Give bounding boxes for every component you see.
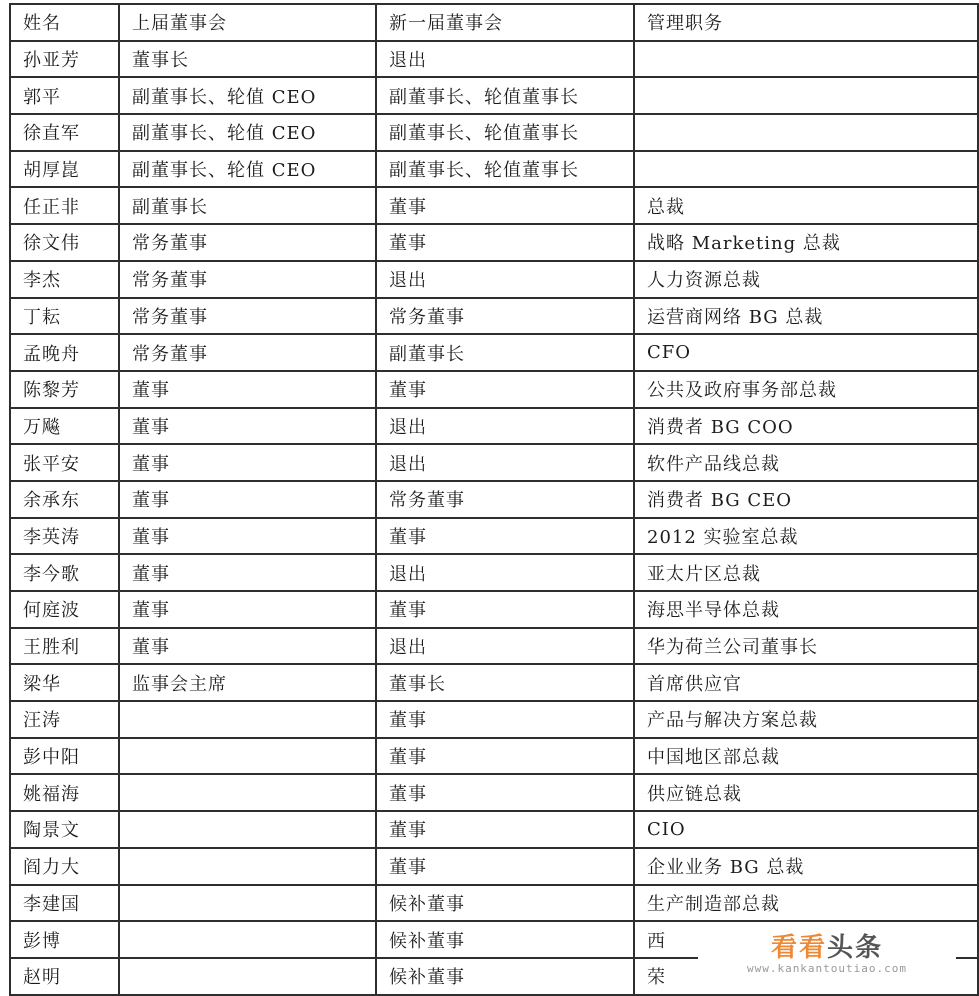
cell-role: 人力资源总裁 <box>634 261 978 298</box>
cell-role: 软件产品线总裁 <box>634 444 978 481</box>
cell-previous-board: 董事 <box>119 591 376 628</box>
cell-role: 企业业务 BG 总裁 <box>634 848 978 885</box>
cell-new-board: 退出 <box>376 444 634 481</box>
cell-role: 总裁 <box>634 187 978 224</box>
watermark <box>698 924 956 986</box>
cell-role: 中国地区部总裁 <box>634 738 978 775</box>
cell-role: 华为荷兰公司董事长 <box>634 628 978 665</box>
cell-role: 生产制造部总裁 <box>634 885 978 922</box>
cell-previous-board <box>119 774 376 811</box>
cell-new-board: 退出 <box>376 554 634 591</box>
col-header-name: 姓名 <box>10 4 119 41</box>
cell-name: 阎力大 <box>10 848 119 885</box>
cell-name: 徐文伟 <box>10 224 119 261</box>
cell-new-board: 候补董事 <box>376 885 634 922</box>
cell-new-board: 董事 <box>376 701 634 738</box>
table-row <box>10 371 978 408</box>
table-row <box>10 187 978 224</box>
cell-new-board: 董事 <box>376 738 634 775</box>
table-row <box>10 554 978 591</box>
header-row <box>10 4 978 41</box>
cell-role: 运营商网络 BG 总裁 <box>634 298 978 335</box>
cell-previous-board: 董事 <box>119 481 376 518</box>
cell-name: 彭中阳 <box>10 738 119 775</box>
cell-new-board: 退出 <box>376 408 634 445</box>
cell-previous-board <box>119 811 376 848</box>
watermark-brand-toutiao: 头条 <box>827 933 884 963</box>
cell-role: 西 <box>634 921 978 958</box>
table-row <box>10 701 978 738</box>
table-row <box>10 408 978 445</box>
cell-name: 孙亚芳 <box>10 41 119 78</box>
cell-previous-board <box>119 848 376 885</box>
table-row <box>10 224 978 261</box>
cell-previous-board <box>119 738 376 775</box>
cell-role: 供应链总裁 <box>634 774 978 811</box>
cell-new-board: 副董事长、轮值董事长 <box>376 151 634 188</box>
cell-name: 余承东 <box>10 481 119 518</box>
table-row <box>10 628 978 665</box>
table-row <box>10 664 978 701</box>
cell-new-board: 董事 <box>376 811 634 848</box>
cell-new-board: 董事 <box>376 518 634 555</box>
cell-name: 李杰 <box>10 261 119 298</box>
table-row <box>10 151 978 188</box>
cell-previous-board: 监事会主席 <box>119 664 376 701</box>
cell-name: 陈黎芳 <box>10 371 119 408</box>
cell-new-board: 董事 <box>376 187 634 224</box>
cell-role: CFO <box>634 334 978 371</box>
cell-previous-board: 常务董事 <box>119 261 376 298</box>
cell-name: 徐直军 <box>10 114 119 151</box>
table-row <box>10 298 978 335</box>
cell-role: 2012 实验室总裁 <box>634 518 978 555</box>
cell-name: 李今歌 <box>10 554 119 591</box>
cell-new-board: 董事 <box>376 591 634 628</box>
cell-name: 何庭波 <box>10 591 119 628</box>
cell-name: 任正非 <box>10 187 119 224</box>
cell-new-board: 董事 <box>376 224 634 261</box>
cell-new-board: 候补董事 <box>376 958 634 995</box>
cell-previous-board: 董事 <box>119 408 376 445</box>
cell-new-board: 副董事长 <box>376 334 634 371</box>
cell-new-board: 常务董事 <box>376 481 634 518</box>
watermark-brand-kankan: 看看 <box>770 933 827 963</box>
cell-previous-board <box>119 958 376 995</box>
cell-new-board: 董事 <box>376 371 634 408</box>
cell-new-board: 董事 <box>376 848 634 885</box>
cell-previous-board <box>119 701 376 738</box>
table-row <box>10 591 978 628</box>
table-row <box>10 334 978 371</box>
cell-previous-board: 副董事长、轮值 CEO <box>119 151 376 188</box>
table-row <box>10 114 978 151</box>
cell-previous-board: 副董事长、轮值 CEO <box>119 114 376 151</box>
table-row <box>10 811 978 848</box>
cell-previous-board: 常务董事 <box>119 334 376 371</box>
cell-name: 陶景文 <box>10 811 119 848</box>
cell-role: CIO <box>634 811 978 848</box>
cell-previous-board: 董事 <box>119 554 376 591</box>
cell-new-board: 董事长 <box>376 664 634 701</box>
cell-previous-board: 副董事长、轮值 CEO <box>119 77 376 114</box>
cell-role <box>634 151 978 188</box>
cell-new-board: 副董事长、轮值董事长 <box>376 77 634 114</box>
cell-name: 汪涛 <box>10 701 119 738</box>
cell-previous-board: 常务董事 <box>119 298 376 335</box>
cell-name: 丁耘 <box>10 298 119 335</box>
cell-new-board: 退出 <box>376 628 634 665</box>
table-row <box>10 41 978 78</box>
cell-previous-board: 董事 <box>119 444 376 481</box>
cell-name: 赵明 <box>10 958 119 995</box>
cell-role: 亚太片区总裁 <box>634 554 978 591</box>
cell-name: 梁华 <box>10 664 119 701</box>
cell-previous-board: 董事长 <box>119 41 376 78</box>
cell-role: 公共及政府事务部总裁 <box>634 371 978 408</box>
cell-new-board: 常务董事 <box>376 298 634 335</box>
col-header-previous-board: 上届董事会 <box>119 4 376 41</box>
cell-new-board: 退出 <box>376 41 634 78</box>
cell-new-board: 退出 <box>376 261 634 298</box>
cell-name: 王胜利 <box>10 628 119 665</box>
cell-previous-board: 董事 <box>119 518 376 555</box>
cell-name: 郭平 <box>10 77 119 114</box>
watermark-logo <box>771 935 883 961</box>
cell-previous-board: 常务董事 <box>119 224 376 261</box>
table-row <box>10 774 978 811</box>
cell-new-board: 副董事长、轮值董事长 <box>376 114 634 151</box>
cell-name: 万飚 <box>10 408 119 445</box>
cell-role: 消费者 BG CEO <box>634 481 978 518</box>
cell-role: 战略 Marketing 总裁 <box>634 224 978 261</box>
table-row <box>10 738 978 775</box>
cell-name: 李建国 <box>10 885 119 922</box>
cell-new-board: 候补董事 <box>376 921 634 958</box>
table-row <box>10 261 978 298</box>
cell-role: 产品与解决方案总裁 <box>634 701 978 738</box>
cell-previous-board <box>119 885 376 922</box>
watermark-url: www.kankantoutiao.com <box>746 962 908 975</box>
cell-name: 胡厚崑 <box>10 151 119 188</box>
cell-name: 彭博 <box>10 921 119 958</box>
col-header-role: 管理职务 <box>634 4 978 41</box>
cell-role <box>634 41 978 78</box>
table-row <box>10 885 978 922</box>
table-row <box>10 444 978 481</box>
cell-previous-board: 副董事长 <box>119 187 376 224</box>
cell-role: 荣 <box>634 958 978 995</box>
table-row <box>10 848 978 885</box>
cell-role: 首席供应官 <box>634 664 978 701</box>
cell-previous-board: 董事 <box>119 371 376 408</box>
cell-name: 张平安 <box>10 444 119 481</box>
table-row <box>10 77 978 114</box>
cell-new-board: 董事 <box>376 774 634 811</box>
cell-name: 姚福海 <box>10 774 119 811</box>
cell-previous-board: 董事 <box>119 628 376 665</box>
table-row <box>10 481 978 518</box>
col-header-new-board: 新一届董事会 <box>376 4 634 41</box>
cell-role: 海思半导体总裁 <box>634 591 978 628</box>
cell-role <box>634 77 978 114</box>
table-row <box>10 518 978 555</box>
cell-role: 消费者 BG COO <box>634 408 978 445</box>
cell-name: 李英涛 <box>10 518 119 555</box>
cell-role <box>634 114 978 151</box>
cell-name: 孟晚舟 <box>10 334 119 371</box>
board-table <box>9 3 979 996</box>
cell-previous-board <box>119 921 376 958</box>
